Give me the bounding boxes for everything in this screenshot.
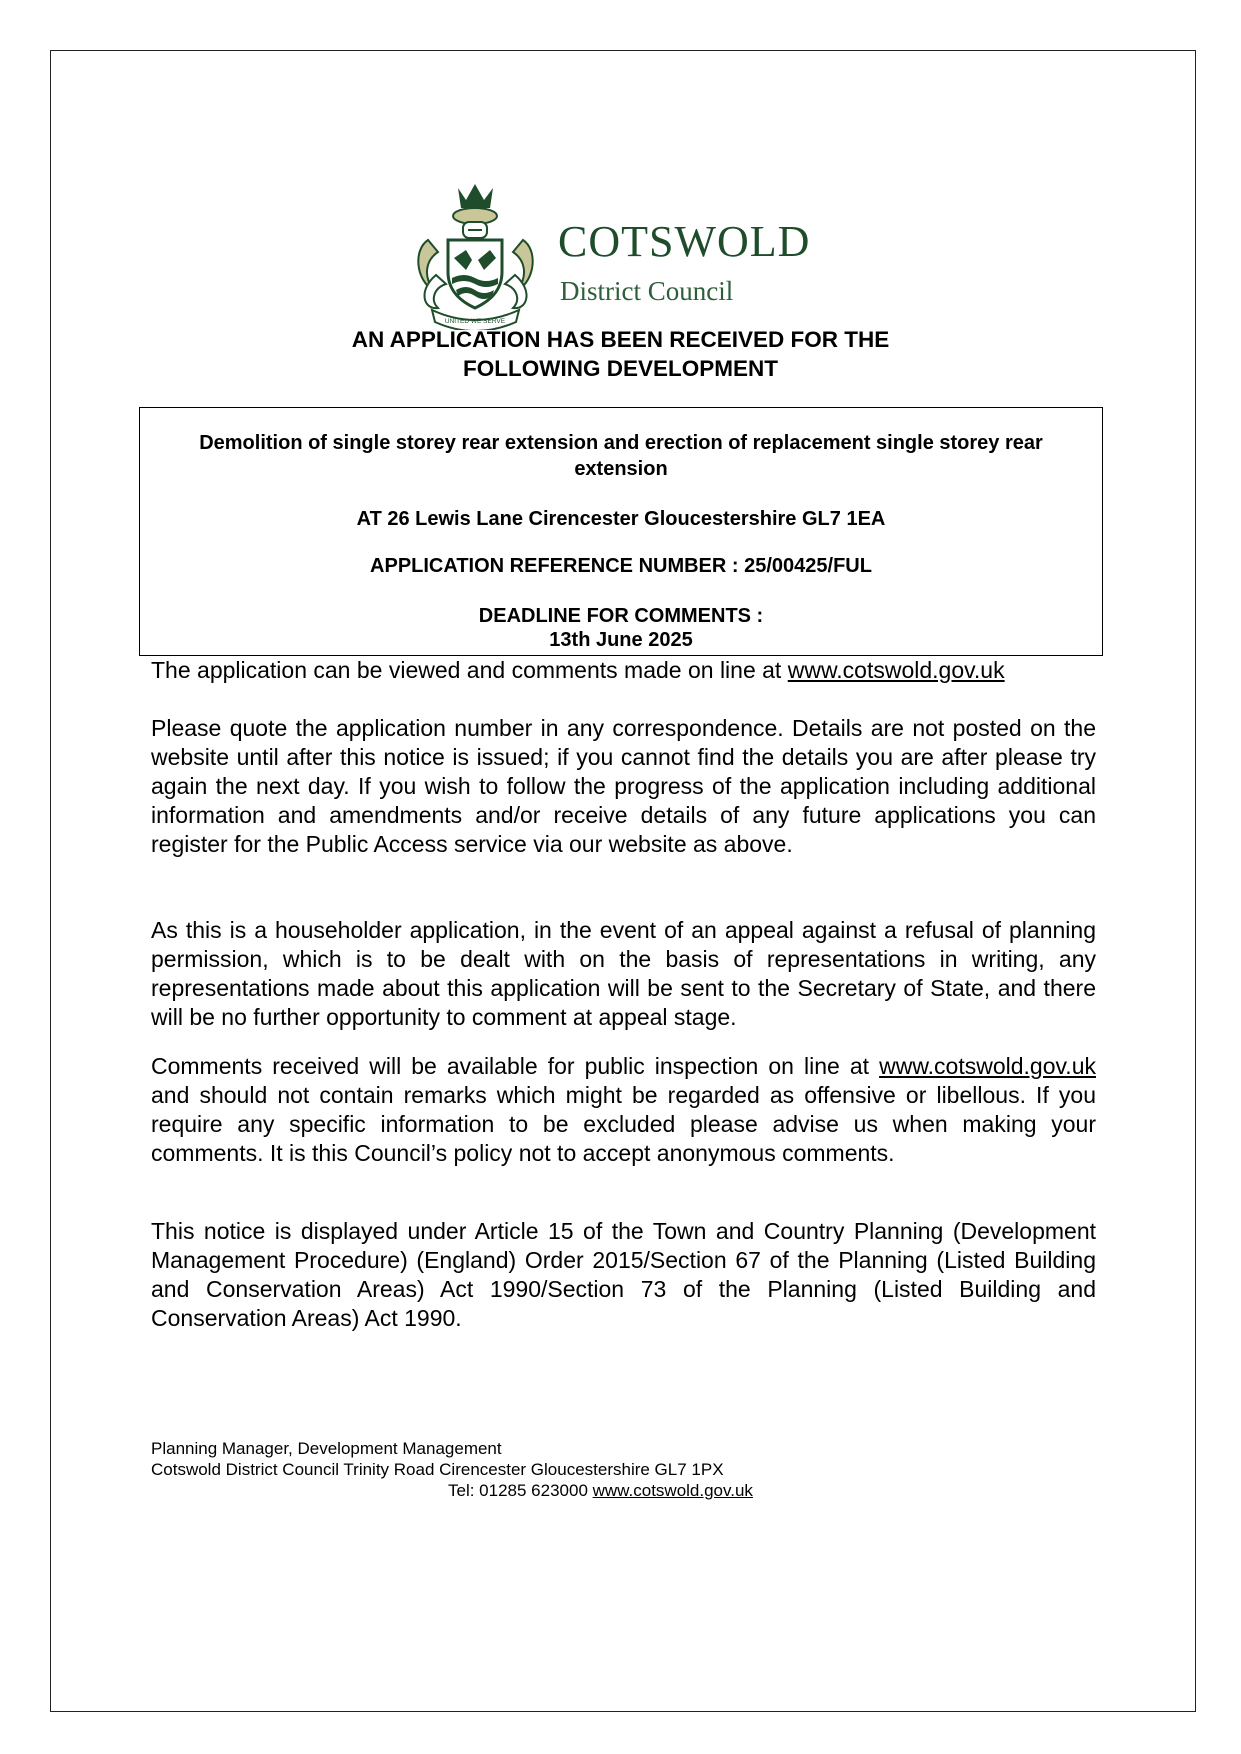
logo-title: COTSWOLD: [558, 217, 811, 266]
council-crest-icon: [408, 180, 543, 330]
quote-number-paragraph: Please quote the application number in any correspondence. Details are not posted on the website until after this notice is issued; if you cannot find the details you are after please try again the next day. If you wish to follow the progress of the application including additional information and amendments and/or receive details of any future applications you can register for the Public Access service via our website as above.: [151, 715, 1096, 857]
website-link[interactable]: www.cotswold.gov.uk: [787, 657, 1005, 683]
comments-text-end: and should not contain remarks which might be regarded as offensive or libellous. If you require any specific information to be excluded please advise us when making your comments. It is this Council’s policy not to accept anonymous comments.: [151, 1082, 1096, 1166]
footer-contact: [151, 1480, 851, 1501]
householder-paragraph: As this is a householder application, in the event of an appeal against a refusal of planning permission, which is to be dealt with on the basis of representations in writing, any representations made about this application will be sent to the Secretary of State, and there will be no further opportunity to comment at appeal stage.: [151, 917, 1096, 1030]
footer-role: Planning Manager, Development Management: [151, 1439, 502, 1458]
logo-subtitle: District Council: [560, 276, 734, 306]
page-title-line-1: AN APPLICATION HAS BEEN RECEIVED FOR THE: [351, 327, 890, 352]
footer-address: Cotswold District Council Trinity Road Cirencester Gloucestershire GL7 1PX: [151, 1460, 724, 1479]
view-online-paragraph: [151, 656, 1096, 685]
site-address: AT 26 Lewis Lane Cirencester Gloucestershire GL7 1EA: [356, 508, 886, 530]
comments-deadline: [140, 604, 1102, 652]
comments-text-start: Comments received will be available for public inspection on line at: [151, 1053, 880, 1079]
application-details-box: [139, 407, 1103, 656]
deadline-date: 13th June 2025: [549, 629, 693, 651]
article-paragraph: This notice is displayed under Article 15 of the Town and Country Planning (Development Management Procedure) (England) Order 2015/Section 67 of the Planning (Listed Building and Conservation Areas) Act 1990/Section 73 of the Planning (Listed Building and Conservation Areas) Act 1990.: [151, 1218, 1096, 1331]
application-reference: APPLICATION REFERENCE NUMBER : 25/00425/FUL: [370, 555, 872, 577]
footer-tel: Tel: 01285 623000: [448, 1481, 593, 1500]
view-online-text: The application can be viewed and comments made on line at: [151, 657, 788, 683]
council-logo: [408, 180, 848, 330]
deadline-label: DEADLINE FOR COMMENTS :: [478, 605, 764, 627]
footer: [151, 1438, 851, 1501]
comments-website-link[interactable]: www.cotswold.gov.uk: [879, 1053, 1096, 1079]
comments-paragraph: [151, 1052, 1096, 1168]
development-description: Demolition of single storey rear extension and erection of replacement single storey rear extension: [199, 432, 1043, 480]
page-title-line-2: FOLLOWING DEVELOPMENT: [463, 356, 778, 381]
motto-text: UNITED WE SERVE: [444, 318, 506, 325]
page-title: [0, 325, 1241, 383]
footer-website-link[interactable]: www.cotswold.gov.uk: [592, 1481, 753, 1500]
